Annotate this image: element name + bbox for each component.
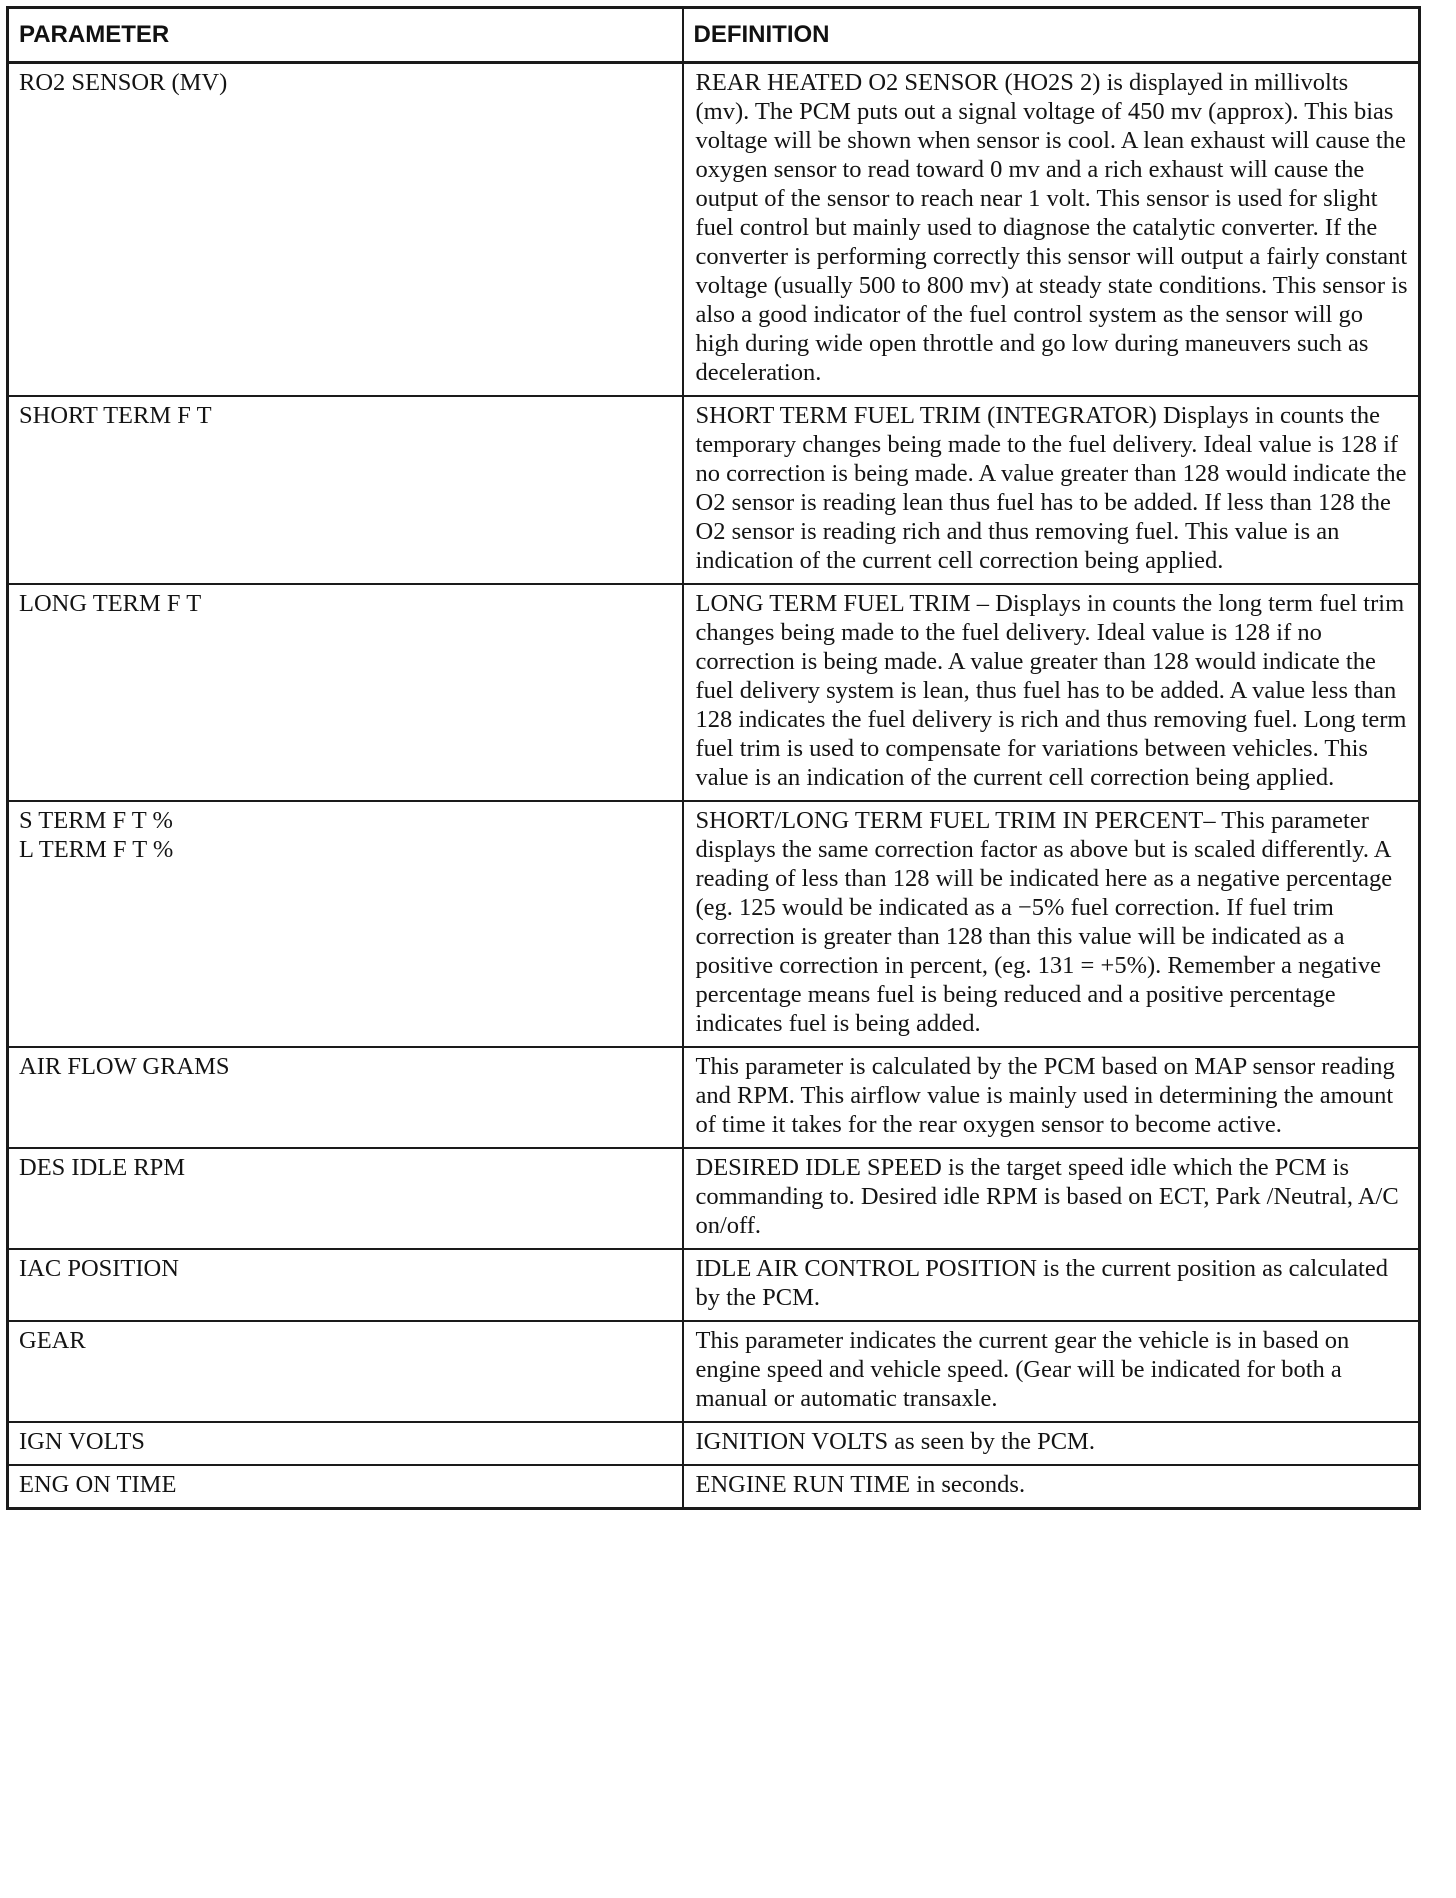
table-row	[8, 584, 1420, 801]
definition-cell: IGNITION VOLTS as seen by the PCM.	[683, 1422, 1420, 1465]
parameter-name: GEAR	[19, 1327, 86, 1354]
parameter-column-header: PARAMETER	[8, 8, 683, 63]
definition-column-header: DEFINITION	[683, 8, 1420, 63]
parameter-cell	[8, 1465, 683, 1509]
table-row	[8, 1047, 1420, 1148]
document-page	[6, 6, 1418, 1510]
parameter-cell	[8, 1321, 683, 1422]
definition-cell: DESIRED IDLE SPEED is the target speed idle which the PCM is commanding to. Desired idle RPM is based on ECT, Park /Neutral, A/C on/off.	[683, 1148, 1420, 1249]
parameter-name: L TERM F T %	[19, 836, 174, 863]
parameter-cell	[8, 1422, 683, 1465]
parameter-name: LONG TERM F T	[19, 590, 202, 617]
table-row	[8, 1321, 1420, 1422]
parameter-name: DES IDLE RPM	[19, 1154, 186, 1181]
table-row	[8, 1422, 1420, 1465]
definition-cell: ENGINE RUN TIME in seconds.	[683, 1465, 1420, 1509]
table-row	[8, 63, 1420, 397]
parameter-name: S TERM F T %	[19, 807, 173, 834]
parameter-cell	[8, 63, 683, 397]
definition-cell: LONG TERM FUEL TRIM – Displays in counts the long term fuel trim changes being made to the fuel delivery. Ideal value is 128 if no correction is being made. A value greater than 128 would indicate the fuel delivery system is lean, thus fuel has to be added. A value less than 128 indicates the fuel delivery is rich and thus removing fuel. Long term fuel trim is used to compensate for variations between vehicles. This value is an indication of the current cell correction being applied.	[683, 584, 1420, 801]
parameter-name: IGN VOLTS	[19, 1428, 145, 1455]
parameter-name: AIR FLOW GRAMS	[19, 1053, 230, 1080]
definition-cell: SHORT TERM FUEL TRIM (INTEGRATOR) Displays in counts the temporary changes being made to the fuel delivery. Ideal value is 128 if no correction is being made. A value greater than 128 would indicate the O2 sensor is reading lean thus fuel has to be added. If less than 128 the O2 sensor is reading rich and thus removing fuel. This value is an indication of the current cell correction being applied.	[683, 396, 1420, 584]
parameter-cell	[8, 1148, 683, 1249]
parameter-cell	[8, 1047, 683, 1148]
parameter-cell	[8, 801, 683, 1047]
parameter-name: IAC POSITION	[19, 1255, 179, 1282]
definition-cell: REAR HEATED O2 SENSOR (HO2S 2) is displayed in millivolts (mv). The PCM puts out a signal voltage of 450 mv (approx). This bias voltage will be shown when sensor is cool. A lean exhaust will cause the oxygen sensor to read toward 0 mv and a rich exhaust will cause the output of the sensor to reach near 1 volt. This sensor is used for slight fuel control but mainly used to diagnose the catalytic converter. If the converter is performing correctly this sensor will output a fairly constant voltage (usually 500 to 800 mv) at steady state conditions. This sensor is also a good indicator of the fuel control system as the sensor will go high during wide open throttle and go low during maneuvers such as deceleration.	[683, 63, 1420, 397]
parameter-cell	[8, 1249, 683, 1321]
table-row	[8, 1249, 1420, 1321]
definition-cell: This parameter is calculated by the PCM based on MAP sensor reading and RPM. This airflow value is mainly used in determining the amount of time it takes for the rear oxygen sensor to become active.	[683, 1047, 1420, 1148]
parameter-cell	[8, 584, 683, 801]
parameter-cell	[8, 396, 683, 584]
table-row	[8, 1148, 1420, 1249]
parameter-definition-table	[6, 6, 1421, 1510]
table-row	[8, 1465, 1420, 1509]
definition-cell: SHORT/LONG TERM FUEL TRIM IN PERCENT– This parameter displays the same correction factor as above but is scaled differently. A reading of less than 128 will be indicated here as a negative percentage (eg. 125 would be indicated as a −5% fuel correction. If fuel trim correction is greater than 128 than this value will be indicated as a positive correction in percent, (eg. 131 = +5%). Remember a negative percentage means fuel is being reduced and a positive percentage indicates fuel is being added.	[683, 801, 1420, 1047]
table-header-row	[8, 8, 1420, 63]
parameter-name: RO2 SENSOR (MV)	[19, 69, 228, 96]
parameter-name: SHORT TERM F T	[19, 402, 212, 429]
table-row	[8, 396, 1420, 584]
parameter-name: ENG ON TIME	[19, 1471, 177, 1498]
definition-cell: This parameter indicates the current gear the vehicle is in based on engine speed and vehicle speed. (Gear will be indicated for both a manual or automatic transaxle.	[683, 1321, 1420, 1422]
definition-cell: IDLE AIR CONTROL POSITION is the current position as calculated by the PCM.	[683, 1249, 1420, 1321]
table-row	[8, 801, 1420, 1047]
